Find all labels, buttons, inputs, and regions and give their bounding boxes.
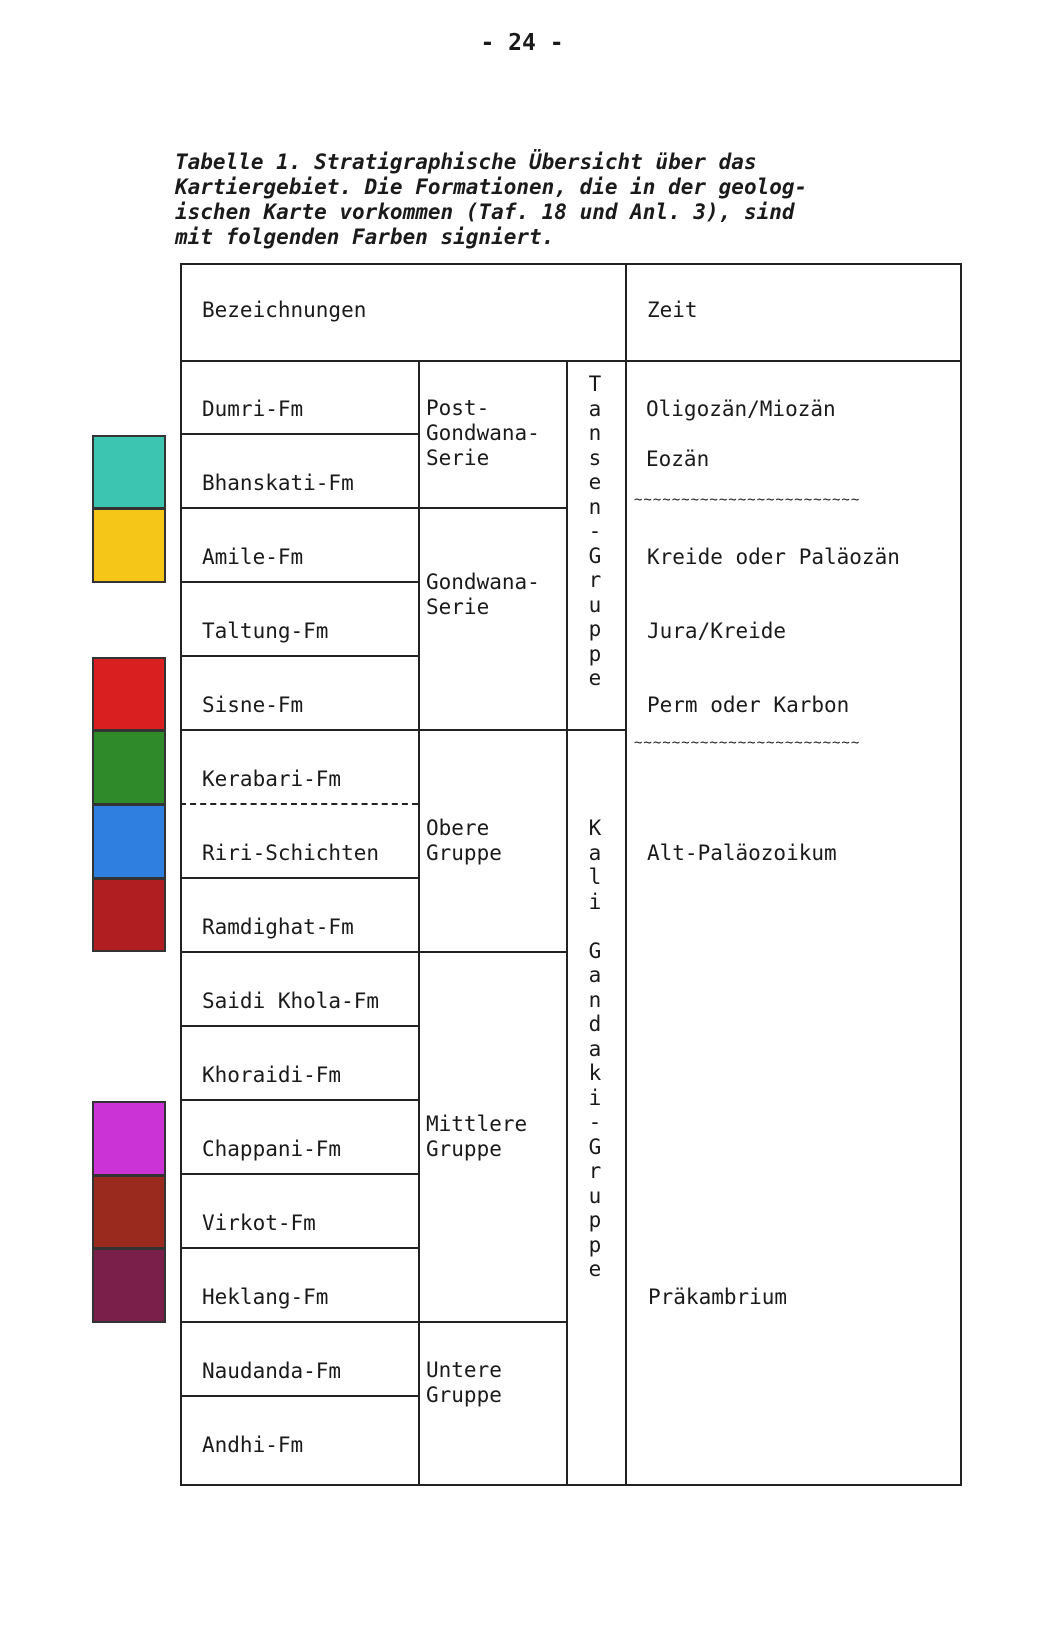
- swatch-sisne: [92, 657, 166, 731]
- time-eozaen: Eozän: [646, 447, 710, 471]
- page-number: - 24 -: [480, 30, 564, 56]
- swatch-chappani: [92, 1101, 166, 1176]
- formation-bhanskati: Bhanskati-Fm: [202, 471, 354, 495]
- group-tansen: T a n s e n - G r u p p e: [588, 372, 602, 690]
- kerabari-riri-dashed-boundary: [180, 803, 418, 805]
- formation-sisne: Sisne-Fm: [202, 693, 304, 717]
- swatch-riri: [92, 804, 166, 879]
- swatch-kerabari: [92, 730, 166, 805]
- formation-naudanda: Naudanda-Fm: [202, 1359, 342, 1383]
- formation-khoraidi: Khoraidi-Fm: [202, 1063, 342, 1087]
- formation-riri: Riri-Schichten: [202, 841, 380, 865]
- swatch-amile: [92, 508, 166, 583]
- time-jura-kreide: Jura/Kreide: [647, 619, 787, 643]
- group-column-divider: [566, 361, 568, 1486]
- swatch-virkot: [92, 1175, 166, 1249]
- formation-amile: Amile-Fm: [202, 545, 304, 569]
- header-bezeichnungen: Bezeichnungen: [202, 298, 367, 322]
- formation-andhi: Andhi-Fm: [202, 1433, 304, 1457]
- formation-kerabari: Kerabari-Fm: [202, 767, 342, 791]
- table-caption: Tabelle 1. Stratigraphische Übersicht über das Kartiergebiet. Die Formationen, die in der geolog- ischen Karte vorkommen (Taf. 18 und Anl. 3), sind mit folgenden Farben signiert.: [175, 150, 808, 249]
- formation-taltung: Taltung-Fm: [202, 619, 329, 643]
- series-obere-gruppe: Obere Gruppe: [426, 816, 502, 865]
- unconformity-lower: ~~~~~~~~~~~~~~~~~~~~~~~~: [634, 735, 861, 751]
- series-mittlere-gruppe: Mittlere Gruppe: [426, 1112, 528, 1161]
- swatch-ramdighat: [92, 878, 166, 952]
- series-post-gondwana: Post- Gondwana- Serie: [426, 396, 540, 470]
- time-alt-palaeozoikum: Alt-Paläozoikum: [647, 841, 837, 865]
- formation-saidi-khola: Saidi Khola-Fm: [202, 989, 380, 1013]
- header-divider: [180, 360, 962, 362]
- group-kali-gandaki: K a l i G a n d a k i - G r u p p e: [588, 816, 602, 1281]
- formation-heklang: Heklang-Fm: [202, 1285, 329, 1309]
- series-gondwana: Gondwana- Serie: [426, 570, 540, 619]
- time-oligozaen-miozaen: Oligozän/Miozän: [646, 397, 836, 421]
- formation-dumri: Dumri-Fm: [202, 397, 304, 421]
- time-perm-karbon: Perm oder Karbon: [647, 693, 850, 717]
- time-column-divider: [625, 263, 627, 1486]
- time-kreide-palaeozaen: Kreide oder Paläozän: [647, 545, 900, 569]
- time-praekambrium: Präkambrium: [648, 1285, 788, 1309]
- swatch-heklang: [92, 1248, 166, 1323]
- formation-virkot: Virkot-Fm: [202, 1211, 316, 1235]
- header-zeit: Zeit: [647, 298, 698, 322]
- formation-ramdighat: Ramdighat-Fm: [202, 915, 354, 939]
- series-column-divider: [418, 361, 420, 1486]
- formation-chappani: Chappani-Fm: [202, 1137, 342, 1161]
- unconformity-upper: ~~~~~~~~~~~~~~~~~~~~~~~~: [634, 492, 861, 508]
- series-untere-gruppe: Untere Gruppe: [426, 1358, 502, 1407]
- swatch-bhanskati: [92, 435, 166, 509]
